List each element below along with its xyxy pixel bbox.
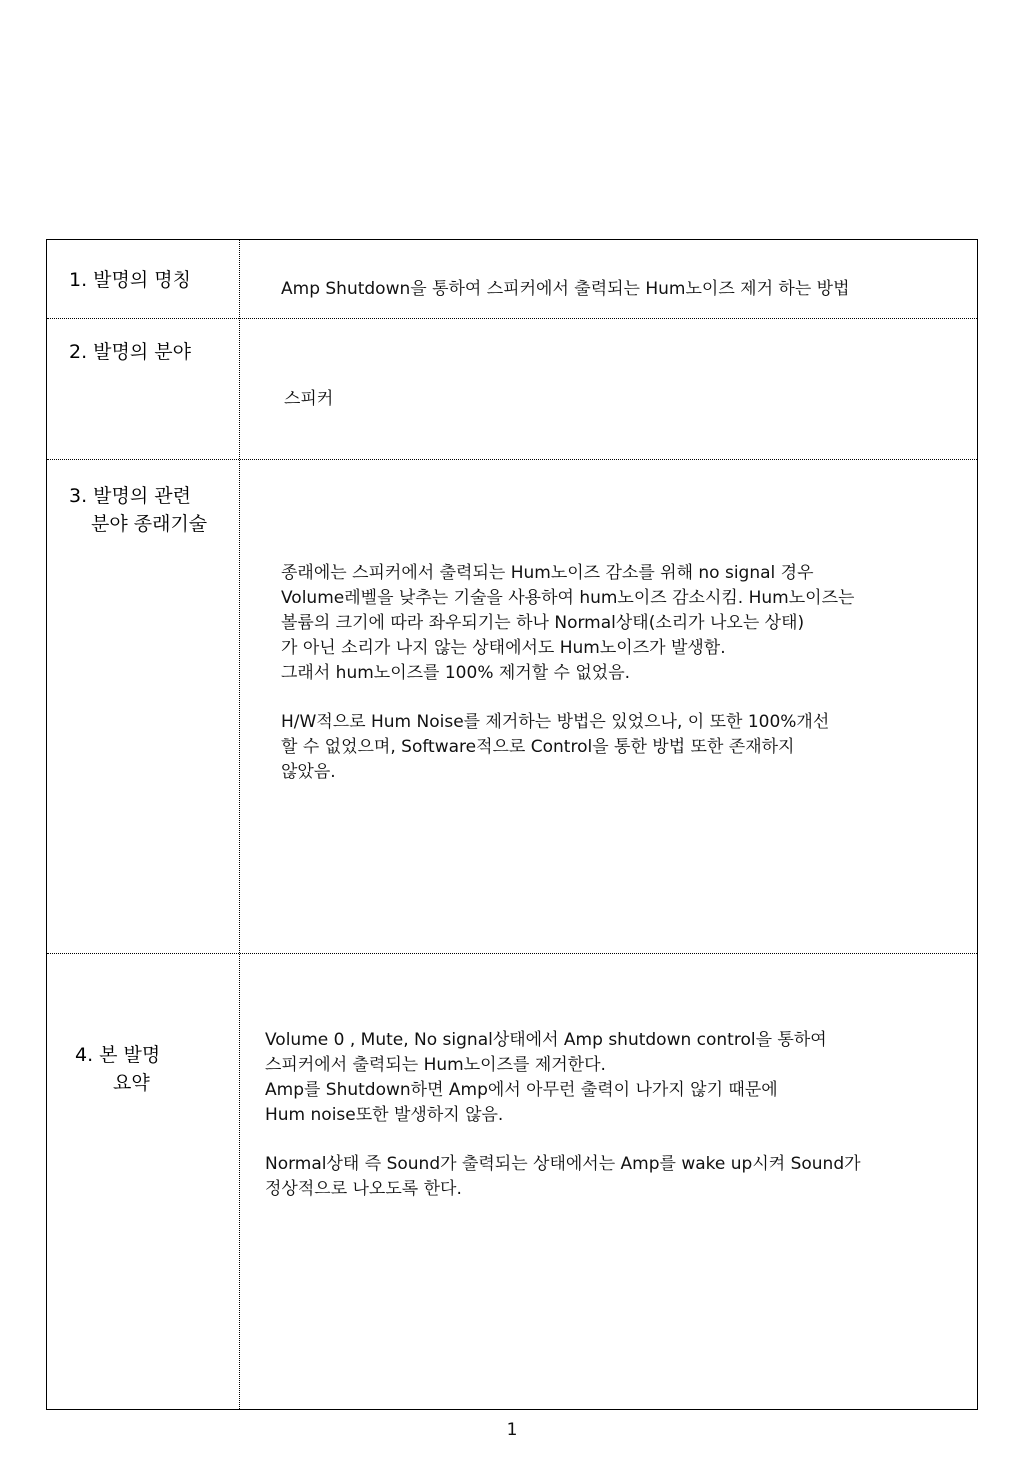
section-label-field: 2. 발명의 분야 xyxy=(69,341,191,363)
paragraph: Volume 0 , Mute, No signal상태에서 Amp shutdown control을 통하여 스피커에서 출력되는 Hum노이즈를 제거한다. Amp를 Shutdown하면 Amp에서 아무런 출력이 나가지 않기 때문에 Hum noise또한 발생하지 않음. xyxy=(265,1030,827,1125)
paragraph: 종래에는 스피커에서 출력되는 Hum노이즈 감소를 위해 no signal 경우 Volume레벨을 낮추는 기술을 사용하여 hum노이즈 감소시킴. Hum노이즈는 볼륨의 크기에 따라 좌우되기는 하나 Normal상태(소리가 나오는 상태) 가 아닌 소리가 나지 않는 상태에서도 Hum노이즈가 발생함. 그래서 hum노이즈를 100% 제거할 수 없었음. xyxy=(281,563,855,683)
paragraph: H/W적으로 Hum Noise를 제거하는 방법은 있었으나, 이 또한 100%개선 할 수 없었으며, Software적으로 Control을 통한 방법 또한 존재하지 않았음. xyxy=(281,712,830,782)
section-label-title: 1. 발명의 명칭 xyxy=(69,269,191,291)
section-label-summary: 4. 본 발명 요약 xyxy=(75,1044,161,1094)
invention-form-table xyxy=(46,239,978,1410)
row-divider xyxy=(47,459,977,460)
page-number: 1 xyxy=(506,1420,518,1440)
section-content-title xyxy=(281,277,850,302)
paragraph: Amp Shutdown을 통하여 스피커에서 출력되는 Hum노이즈 제거 하는 방법 xyxy=(281,279,850,299)
section-content-prior-art xyxy=(281,561,854,785)
row-divider xyxy=(47,953,977,954)
section-content-summary xyxy=(265,1028,861,1202)
section-label-prior-art: 3. 발명의 관련 분야 종래기술 xyxy=(69,485,208,535)
column-divider xyxy=(239,240,240,1409)
row-divider xyxy=(47,318,977,319)
paragraph: 스피커 xyxy=(284,389,334,409)
section-content-field xyxy=(284,387,333,412)
paragraph: Normal상태 즉 Sound가 출력되는 상태에서는 Amp를 wake up시켜 Sound가 정상적으로 나오도록 한다. xyxy=(265,1154,861,1199)
